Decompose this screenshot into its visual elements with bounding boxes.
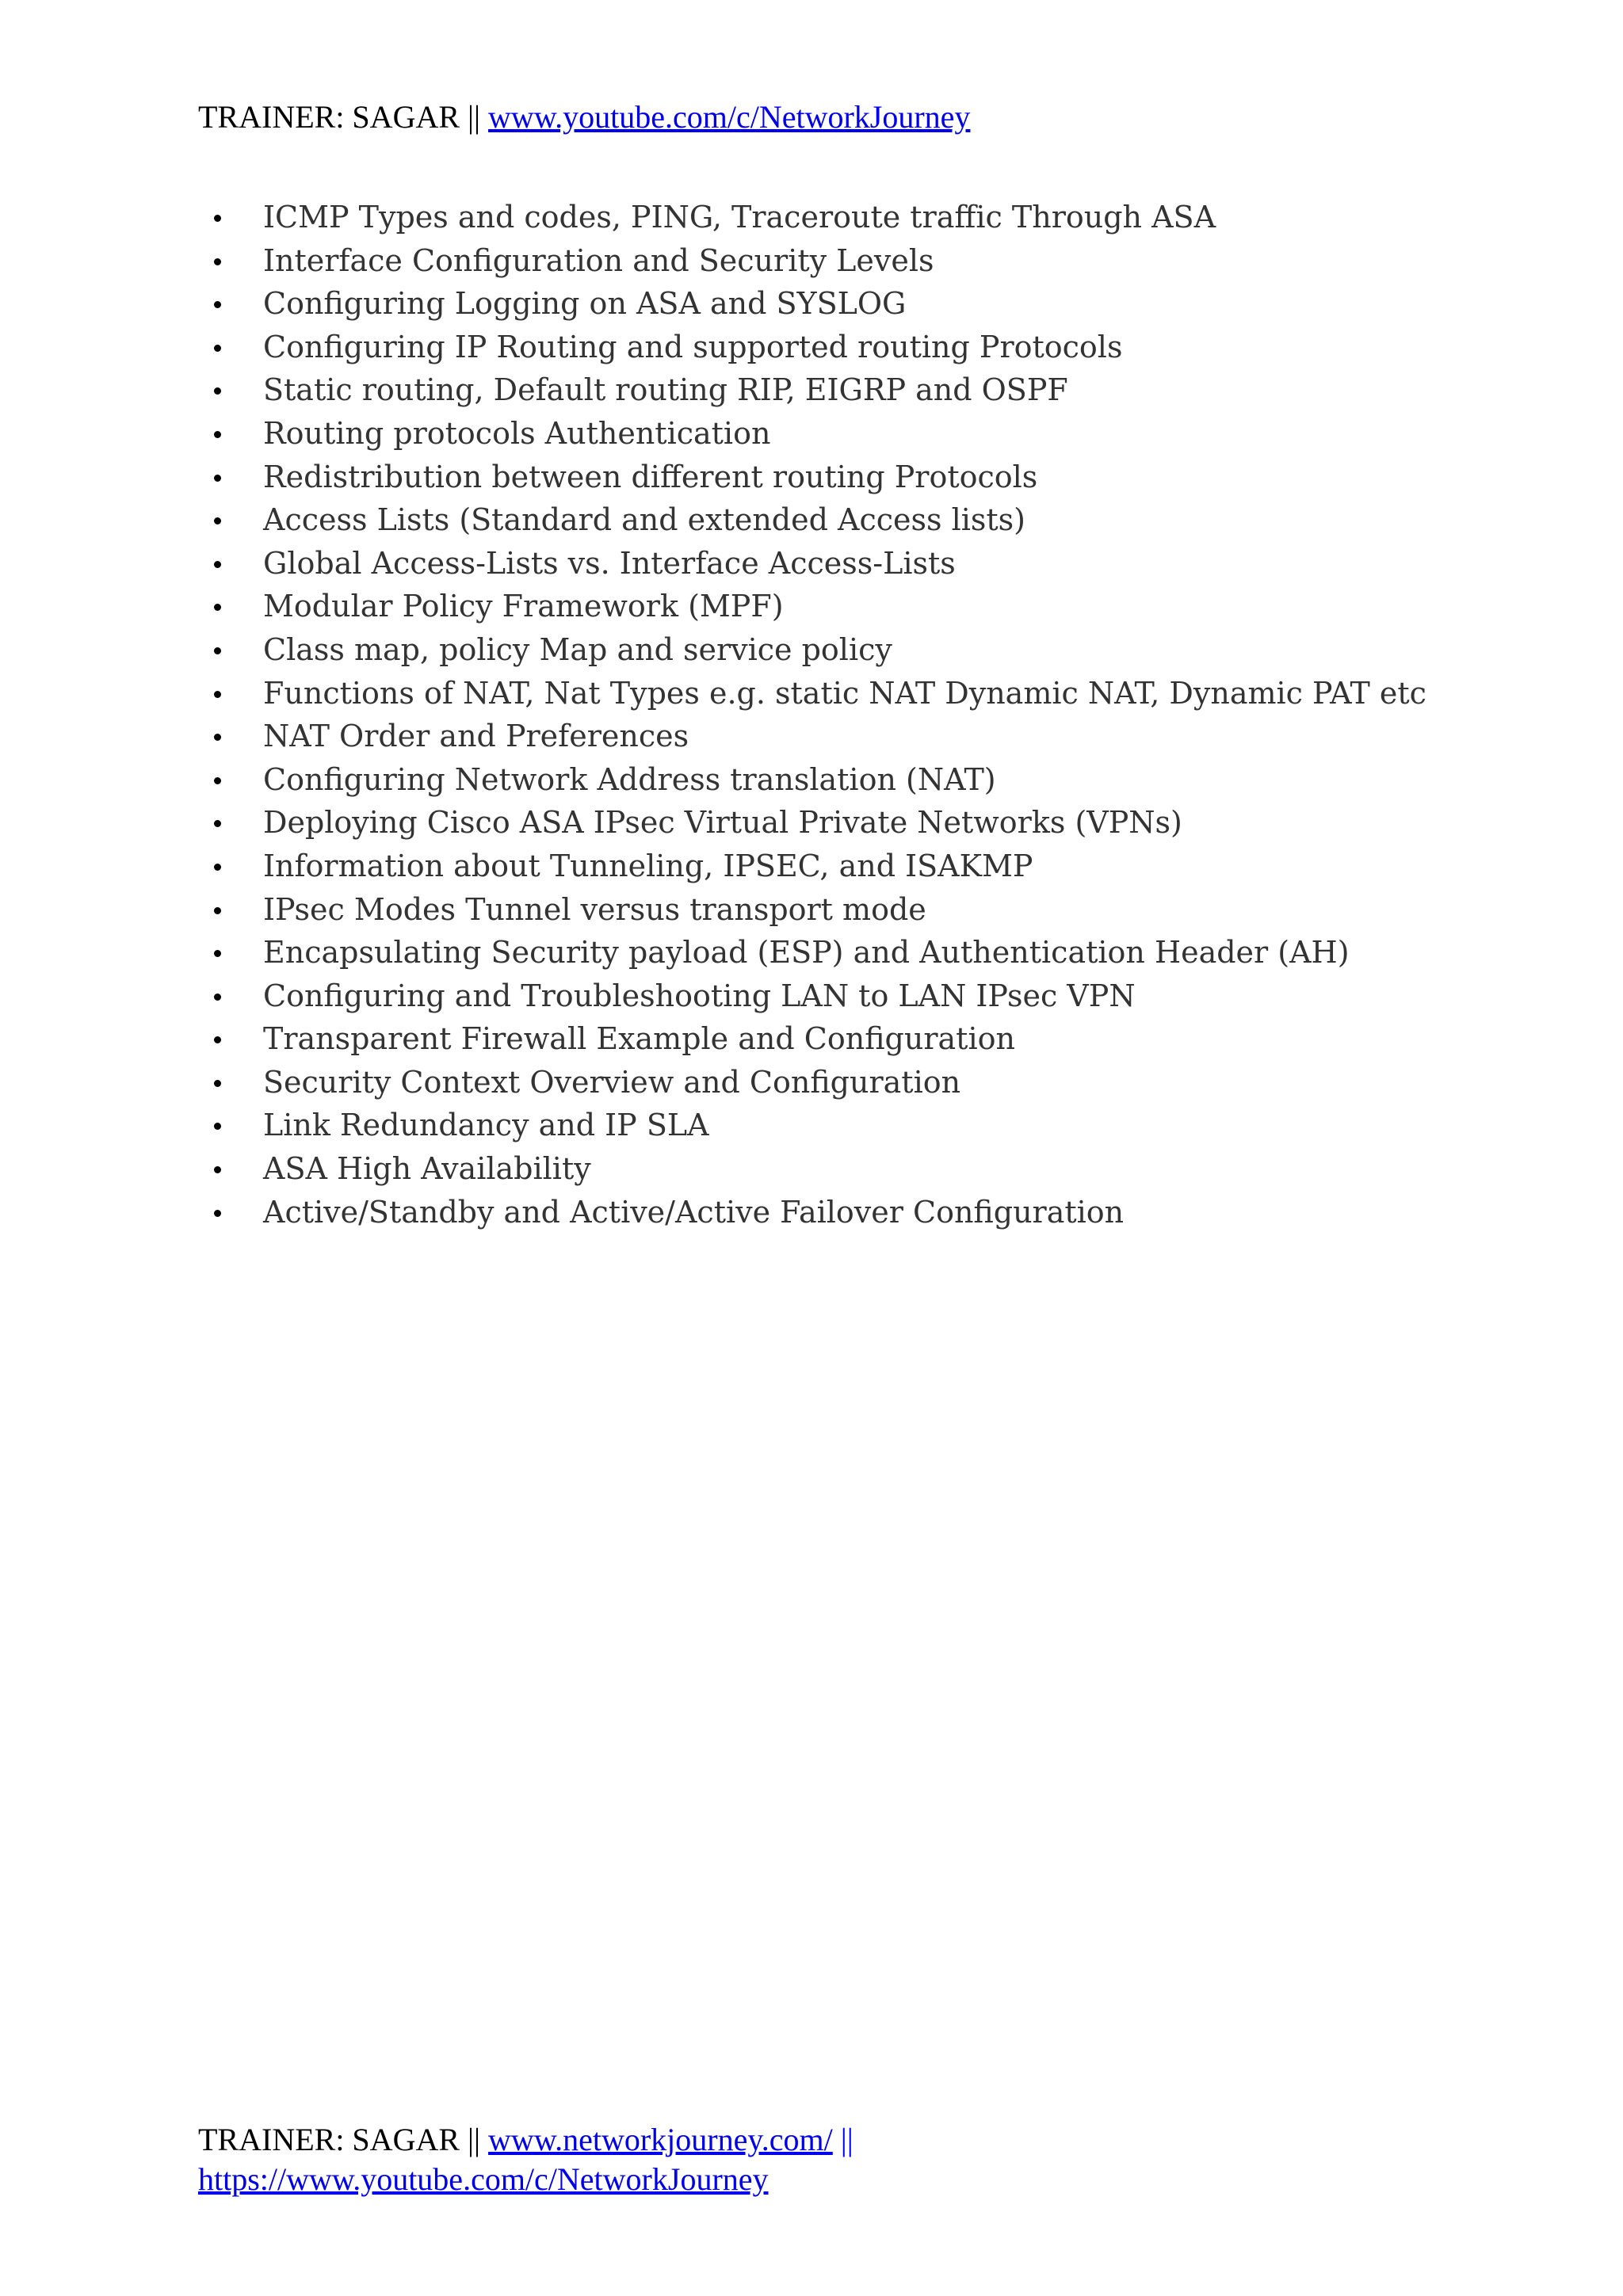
- topic-text: Information about Tunneling, IPSEC, and ISAKMP: [263, 848, 1033, 883]
- header-youtube-link[interactable]: www.youtube.com/c/NetworkJourney: [488, 99, 971, 135]
- topic-item: [198, 931, 1426, 974]
- bullet-icon: [214, 604, 221, 611]
- topic-text: Configuring and Troubleshooting LAN to LAN IPsec VPN: [263, 978, 1136, 1013]
- topic-text: Link Redundancy and IP SLA: [263, 1108, 709, 1143]
- topic-text: Static routing, Default routing RIP, EIGRP and OSPF: [263, 372, 1068, 408]
- topic-list: [198, 196, 1426, 1234]
- topic-text: Configuring Network Address translation (NAT): [263, 761, 996, 797]
- topic-item: [198, 1061, 1426, 1104]
- bullet-icon: [214, 1080, 221, 1087]
- bullet-icon: [214, 994, 221, 1001]
- topic-item: [198, 542, 1426, 585]
- topic-item: [198, 239, 1426, 283]
- topic-text: Configuring IP Routing and supported routing Protocols: [263, 329, 1123, 364]
- topic-text: Routing protocols Authentication: [263, 415, 771, 451]
- topic-text: Redistribution between different routing Protocols: [263, 459, 1038, 494]
- bullet-icon: [214, 1036, 221, 1043]
- topic-item: [198, 456, 1426, 499]
- topic-item: [198, 498, 1426, 542]
- topic-text: ICMP Types and codes, PING, Traceroute traffic Through ASA: [263, 200, 1216, 235]
- footer-website-link[interactable]: www.networkjourney.com/: [488, 2122, 833, 2157]
- bullet-icon: [214, 301, 221, 308]
- topic-item: [198, 326, 1426, 369]
- topic-text: Class map, policy Map and service policy: [263, 631, 892, 667]
- bullet-icon: [214, 215, 221, 222]
- header-trainer-label: TRAINER: SAGAR ||: [198, 99, 489, 135]
- footer-youtube-link[interactable]: https://www.youtube.com/c/NetworkJourney: [198, 2161, 769, 2197]
- topic-text: Deploying Cisco ASA IPsec Virtual Private Networks (VPNs): [263, 805, 1182, 841]
- bullet-icon: [214, 864, 221, 871]
- topic-text: Security Context Overview and Configuration: [263, 1064, 961, 1100]
- topic-text: Encapsulating Security payload (ESP) and Authentication Header (AH): [263, 935, 1350, 971]
- bullet-icon: [214, 387, 221, 395]
- topic-item: [198, 1017, 1426, 1061]
- bullet-icon: [214, 1166, 221, 1173]
- topic-item: [198, 758, 1426, 802]
- bullet-icon: [214, 734, 221, 741]
- topic-item: [198, 412, 1426, 456]
- topic-item: [198, 1191, 1426, 1234]
- topic-item: [198, 282, 1426, 326]
- bullet-icon: [214, 431, 221, 438]
- bullet-icon: [214, 907, 221, 914]
- topic-text: IPsec Modes Tunnel versus transport mode: [263, 891, 926, 927]
- bullet-icon: [214, 258, 221, 265]
- topic-text: Modular Policy Framework (MPF): [263, 589, 784, 624]
- bullet-icon: [214, 1123, 221, 1130]
- bullet-icon: [214, 647, 221, 654]
- bullet-icon: [214, 517, 221, 524]
- footer-line-2: [198, 2160, 854, 2199]
- topic-item: [198, 974, 1426, 1018]
- topic-text: Interface Configuration and Security Levels: [263, 242, 934, 278]
- footer-line-1: [198, 2120, 854, 2160]
- bullet-icon: [214, 561, 221, 568]
- page-header: [198, 93, 970, 141]
- bullet-icon: [214, 1210, 221, 1217]
- footer-trainer-label: TRAINER: SAGAR ||: [198, 2122, 489, 2157]
- bullet-icon: [214, 950, 221, 957]
- topic-item: [198, 1104, 1426, 1147]
- topic-item: [198, 715, 1426, 758]
- topic-text: Active/Standby and Active/Active Failover Configuration: [263, 1194, 1125, 1230]
- topic-text: NAT Order and Preferences: [263, 719, 689, 754]
- topic-item: [198, 368, 1426, 412]
- topic-text: Functions of NAT, Nat Types e.g. static NAT Dynamic NAT, Dynamic PAT etc: [263, 675, 1426, 711]
- bullet-icon: [214, 345, 221, 352]
- topic-item: [198, 196, 1426, 239]
- topic-item: [198, 845, 1426, 888]
- bullet-icon: [214, 820, 221, 827]
- bullet-icon: [214, 475, 221, 482]
- topic-text: Configuring Logging on ASA and SYSLOG: [263, 286, 907, 322]
- topic-text: Access Lists (Standard and extended Access lists): [263, 502, 1026, 538]
- topic-item: [198, 801, 1426, 845]
- topic-item: [198, 1147, 1426, 1191]
- footer-separator: ||: [832, 2122, 854, 2157]
- topic-text: ASA High Availability: [263, 1151, 591, 1187]
- bullet-icon: [214, 691, 221, 698]
- topic-text: Global Access-Lists vs. Interface Access-Lists: [263, 545, 956, 581]
- topic-item: [198, 585, 1426, 628]
- topic-text: Transparent Firewall Example and Configuration: [263, 1021, 1015, 1057]
- page-footer: [198, 2120, 854, 2199]
- bullet-icon: [214, 777, 221, 784]
- topic-item: [198, 672, 1426, 715]
- topic-item: [198, 888, 1426, 932]
- topic-item: [198, 628, 1426, 672]
